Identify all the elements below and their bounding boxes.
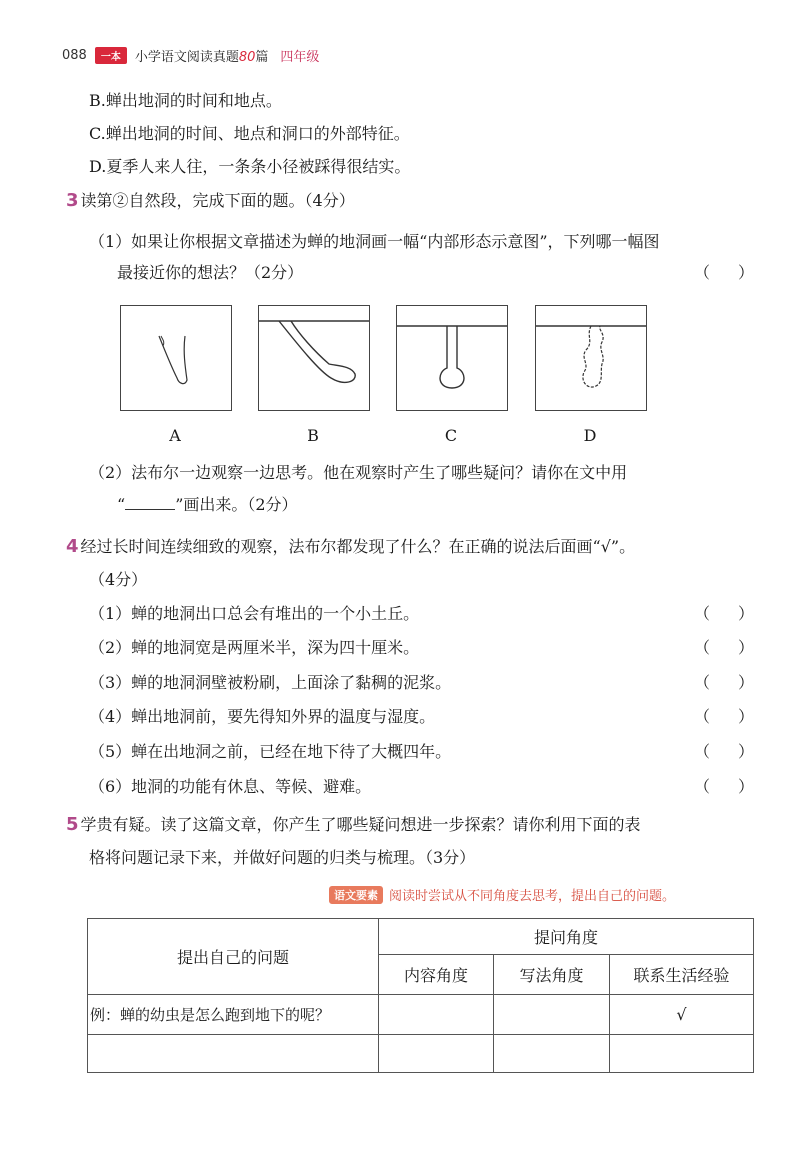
q5-line1: [66, 815, 641, 835]
answer-bracket: [694, 673, 754, 693]
q5-line1-text: 学贵有疑。读了这篇文章，你产生了哪些疑问想进一步探索？请你利用下面的表: [80, 815, 641, 834]
q4-number: 4: [66, 536, 79, 557]
diagram-a: [120, 305, 232, 411]
header-angle: 提问角度: [379, 919, 754, 955]
q3-sub2-line2: [117, 495, 298, 515]
q3-stem-text: 读第②自然段，完成下面的题。（4分）: [80, 191, 355, 210]
bracket-close: ）: [737, 777, 754, 796]
empty-question-cell[interactable]: [88, 1035, 379, 1073]
diagram-label-b: B: [307, 426, 319, 445]
q2-option-c: C.蝉出地洞的时间、地点和洞口的外部特征。: [89, 124, 410, 143]
quote-open: “: [117, 495, 126, 514]
q3-stem: [66, 191, 355, 211]
bracket-close: ）: [737, 742, 754, 761]
bracket-close: ）: [737, 707, 754, 726]
q4-stem-text: 经过长时间连续细致的观察，法布尔都发现了什么？在正确的说法后面画“√”。: [80, 537, 636, 556]
answer-bracket: [694, 604, 754, 624]
brand-logo: 一本: [95, 47, 127, 64]
book-title-text: 小学语文阅读真题: [134, 50, 239, 65]
q4-score: （4分）: [89, 570, 148, 589]
q2-option-b: B.蝉出地洞的时间和地点。: [89, 91, 282, 110]
answer-bracket: [694, 742, 754, 762]
header-writing-angle: 写法角度: [494, 955, 610, 995]
bracket-open: （: [694, 777, 711, 796]
grade-label: 四年级: [280, 50, 320, 65]
underline-blank: [125, 495, 175, 510]
q4-item-2: （2）蝉的地洞宽是两厘米半，深为四十厘米。: [89, 638, 420, 657]
tip-text: 阅读时尝试从不同角度去思考，提出自己的问题。: [389, 889, 676, 904]
q5-line2: 格将问题记录下来，并做好问题的归类与梳理。（3分）: [89, 848, 476, 867]
diagram-label-d: D: [583, 426, 597, 445]
q4-item-5: （5）蝉在出地洞之前，已经在地下待了大概四年。: [89, 742, 452, 761]
q4-item-4: （4）蝉出地洞前，要先得知外界的温度与湿度。: [89, 707, 436, 726]
q3-sub1-line2: 最接近你的想法？（2分）: [117, 263, 304, 282]
answer-bracket: [694, 263, 754, 283]
diagram-label-a: A: [169, 426, 181, 445]
diagram-d: [535, 305, 647, 411]
diagram-b: [258, 305, 370, 411]
bracket-open: （: [694, 707, 711, 726]
header-content-angle: 内容角度: [379, 955, 494, 995]
diagram-c: [396, 305, 508, 411]
q3-number: 3: [66, 190, 79, 211]
page-header: [62, 46, 319, 65]
book-count: 80: [238, 50, 256, 65]
book-title: [135, 46, 269, 65]
tip-badge: 语文要素: [329, 886, 383, 904]
q4-item-1: （1）蝉的地洞出口总会有堆出的一个小土丘。: [89, 604, 420, 623]
q3-sub2-line2-text: ”画出来。（2分）: [175, 495, 298, 514]
diagram-label-c: C: [444, 426, 458, 445]
bracket-close: ）: [737, 673, 754, 692]
header-question: 提出自己的问题: [88, 919, 379, 995]
bracket-open: （: [694, 263, 711, 282]
bracket-close: ）: [737, 638, 754, 657]
tip-box: [329, 885, 675, 904]
bracket-close: ）: [737, 263, 754, 282]
q3-sub1-line1: （1）如果让你根据文章描述为蝉的地洞画一幅“内部形态示意图”，下列哪一幅图: [89, 232, 660, 251]
q3-sub2-line1: （2）法布尔一边观察一边思考。他在观察时产生了哪些疑问？请你在文中用: [89, 463, 628, 482]
answer-bracket: [694, 777, 754, 797]
page-number: 088: [62, 48, 87, 63]
book-unit: 篇: [255, 50, 269, 65]
answer-bracket: [694, 638, 754, 658]
example-mark-content[interactable]: [379, 995, 494, 1035]
q2-option-d: D.夏季人来人往，一条条小径被踩得很结实。: [89, 157, 411, 176]
bracket-open: （: [694, 742, 711, 761]
q4-stem: [66, 537, 635, 557]
bracket-open: （: [694, 638, 711, 657]
example-question-cell: 例：蝉的幼虫是怎么跑到地下的呢？: [88, 995, 379, 1035]
empty-mark-life[interactable]: [610, 1035, 754, 1073]
q4-item-3: （3）蝉的地洞洞壁被粉刷，上面涂了黏稠的泥浆。: [89, 673, 452, 692]
empty-mark-writing[interactable]: [494, 1035, 610, 1073]
bracket-close: ）: [737, 604, 754, 623]
example-mark-writing[interactable]: [494, 995, 610, 1035]
question-table: [87, 918, 754, 1073]
q4-item-6: （6）地洞的功能有休息、等候、避难。: [89, 777, 372, 796]
answer-bracket: [694, 707, 754, 727]
example-mark-life[interactable]: √: [610, 995, 754, 1035]
empty-mark-content[interactable]: [379, 1035, 494, 1073]
bracket-open: （: [694, 604, 711, 623]
q5-number: 5: [66, 814, 79, 835]
bracket-open: （: [694, 673, 711, 692]
header-life-experience: 联系生活经验: [610, 955, 754, 995]
